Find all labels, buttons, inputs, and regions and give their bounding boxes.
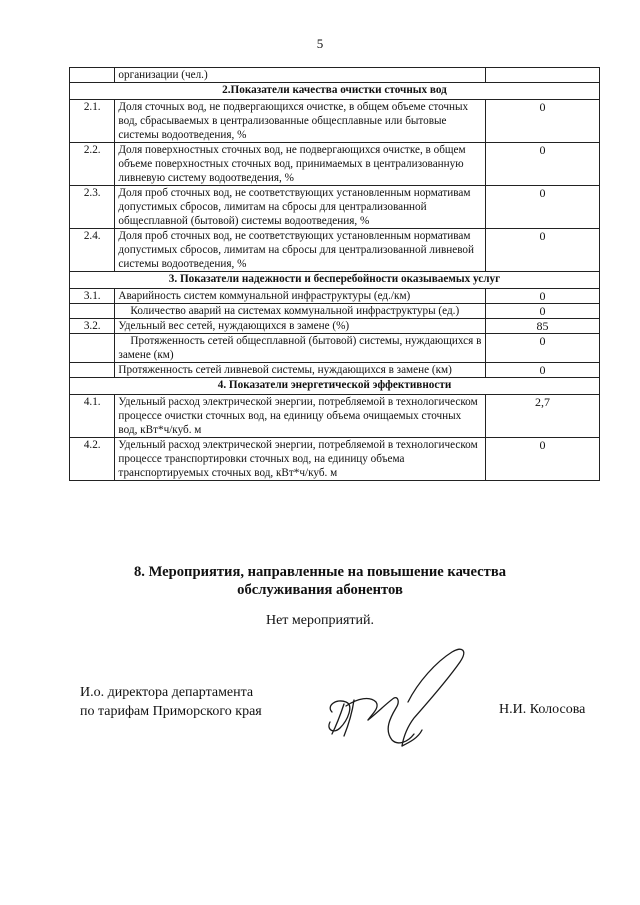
table-row xyxy=(70,438,600,481)
indicator-value: 0 xyxy=(485,289,599,304)
indicator-description: Протяженность сетей общесплавной (бытовой) системы, нуждающихся в замене (км) xyxy=(115,334,485,363)
table-row xyxy=(70,319,600,334)
table-row xyxy=(70,143,600,186)
indicator-value: 2,7 xyxy=(485,395,599,438)
section-title: 4. Показатели энергетической эффективности xyxy=(70,378,600,395)
table-row xyxy=(70,334,600,363)
table-row xyxy=(70,395,600,438)
indicator-description: Удельный расход электрической энергии, потребляемой в технологическом процессе транспортировки сточных вод, на единицу объема транспортируемых сточных вод, кВт*ч/куб. м xyxy=(115,438,485,481)
section-8-heading-line-1: 8. Мероприятия, направленные на повышение качества xyxy=(133,564,506,580)
table-row xyxy=(70,363,600,378)
section-title: 2.Показатели качества очистки сточных вод xyxy=(70,83,600,100)
indicator-value: 0 xyxy=(485,334,599,363)
indicator-description: Удельный расход электрической энергии, потребляемой в технологическом процессе очистки сточных вод, на единицу объема очищаемых сточных вод, кВт*ч/куб. м xyxy=(115,395,485,438)
indicator-value: 0 xyxy=(485,186,599,229)
indicators-table xyxy=(69,67,600,481)
indicator-value: 0 xyxy=(485,143,599,186)
table-row xyxy=(70,304,600,319)
signatory-title-line-1: И.о. директора департамента xyxy=(80,685,254,700)
indicator-number xyxy=(70,68,115,83)
indicator-value: 85 xyxy=(485,319,599,334)
signatory-name: Н.И. Колосова xyxy=(499,702,586,717)
section-8-heading xyxy=(0,563,640,599)
indicator-number: 3.2. xyxy=(70,319,115,334)
indicator-value: 0 xyxy=(485,363,599,378)
table-row xyxy=(70,289,600,304)
section-title: 3. Показатели надежности и бесперебойности оказываемых услуг xyxy=(70,272,600,289)
indicator-description: Удельный вес сетей, нуждающихся в замене (%) xyxy=(115,319,485,334)
indicator-description: Доля поверхностных сточных вод, не подвергающихся очистке, в общем объеме поверхностных сточных вод, принимаемых в централизованную ливневую систему водоотведения, % xyxy=(115,143,485,186)
indicator-number: 4.2. xyxy=(70,438,115,481)
table-row xyxy=(70,229,600,272)
indicator-value: 0 xyxy=(485,229,599,272)
table-row xyxy=(70,186,600,229)
indicator-description: организации (чел.) xyxy=(115,68,485,83)
handwritten-signature xyxy=(318,642,478,760)
indicator-description: Протяженность сетей ливневой системы, нуждающихся в замене (км) xyxy=(115,363,485,378)
indicator-description: Доля проб сточных вод, не соответствующих установленным нормативам допустимых сбросов, лимитам на сбросы для централизованной общесплавной (бытовой) системы водоотведения, % xyxy=(115,186,485,229)
indicator-number: 2.1. xyxy=(70,100,115,143)
indicator-number xyxy=(70,304,115,319)
indicator-number xyxy=(70,334,115,363)
section-header-row xyxy=(70,83,600,100)
section-header-row xyxy=(70,272,600,289)
indicator-description: Доля проб сточных вод, не соответствующих установленным нормативам допустимых сбросов, лимитам на сбросы для централизованной ливневой системы водоотведения, % xyxy=(115,229,485,272)
table-row xyxy=(70,100,600,143)
indicator-number: 2.3. xyxy=(70,186,115,229)
page-number: 5 xyxy=(316,36,324,51)
indicator-value: 0 xyxy=(485,438,599,481)
indicators-table-body xyxy=(70,68,600,481)
indicator-description: Аварийность систем коммунальной инфраструктуры (ед./км) xyxy=(115,289,485,304)
indicator-number: 2.4. xyxy=(70,229,115,272)
indicator-value: 0 xyxy=(485,100,599,143)
section-8-heading-line-2: обслуживания абонентов xyxy=(237,582,403,598)
signatory-title-line-2: по тарифам Приморского края xyxy=(80,704,262,719)
indicator-number: 3.1. xyxy=(70,289,115,304)
indicator-description: Доля сточных вод, не подвергающихся очистке, в общем объеме сточных вод, сбрасываемых в централизованные общесплавные или бытовые системы водоотведения, % xyxy=(115,100,485,143)
table-row xyxy=(70,68,600,83)
indicator-number xyxy=(70,363,115,378)
indicator-description: Количество аварий на системах коммунальной инфраструктуры (ед.) xyxy=(115,304,485,319)
indicator-value xyxy=(485,68,599,83)
indicator-number: 2.2. xyxy=(70,143,115,186)
section-header-row xyxy=(70,378,600,395)
indicator-value: 0 xyxy=(485,304,599,319)
no-measures-text: Нет мероприятий. xyxy=(265,613,375,628)
indicator-number: 4.1. xyxy=(70,395,115,438)
signatory-title xyxy=(80,683,262,721)
